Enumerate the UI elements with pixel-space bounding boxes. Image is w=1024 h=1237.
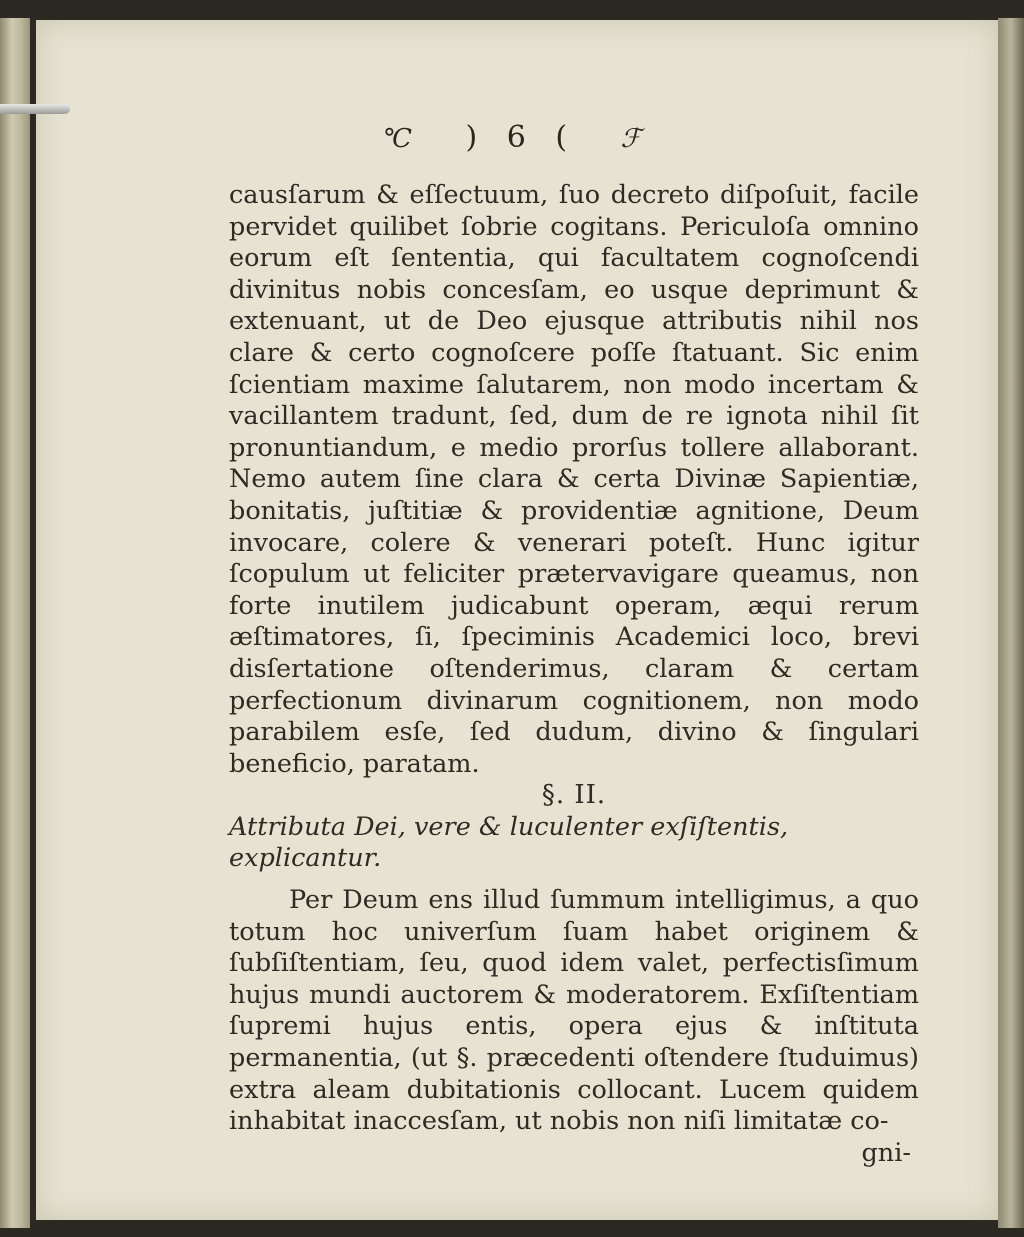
page-number: ) 6 ( bbox=[465, 120, 578, 155]
book-edge-left bbox=[0, 18, 30, 1228]
left-ornament-icon: ℃ bbox=[382, 124, 422, 154]
right-ornament-icon: ℱ bbox=[620, 124, 652, 154]
body-paragraph-1: causſarum & eſſectuum, ſuo decreto diſpoſuit, facile pervidet quilibet ſobrie cogitans. Periculoſa omnino eorum eſt ſententia, qui facultatem cognoſcendi divinitus nobis concesſam, eo usque deprimunt & extenuant, ut de Deo ejusque attributis nihil nos clare & certo cognoſcere poſſe ſtatuant. Sic enim ſcientiam maxime ſalutarem, non modo incertam & vacillantem tradunt, ſed, dum de re ignota nihil ſit pronuntiandum, e medio prorſus tollere allaborant. Nemo autem ſine clara & certa Divinæ Sapientiæ, bonitatis, juſtitiæ & providentiæ agnitione, Deum invocare, colere & venerari poteſt. Hunc igitur ſcopulum ut feliciter prætervavigare queamus, non forte inutilem judicabunt operam, æqui rerum æſtimatores, ſi, ſpeciminis Academici loco, brevi disſertatione oſtenderimus, claram & certam perfectionum divinarum cognitionem, non modo parabilem esſe, ſed dudum, divino & ſingulari beneficio, paratam. bbox=[229, 180, 919, 779]
page-body bbox=[229, 180, 919, 1169]
section-heading: Attributa Dei, vere & luculenter exſiſtentis, explicantur. bbox=[229, 811, 789, 874]
page-clip bbox=[0, 104, 70, 114]
book-page bbox=[36, 20, 998, 1220]
catchword: gni- bbox=[861, 1137, 911, 1168]
running-header bbox=[36, 120, 998, 155]
section-mark: §. II. bbox=[541, 780, 607, 811]
body-paragraph-2: Per Deum ens illud ſummum intelligimus, a quo totum hoc univerſum ſuam habet originem & ſubſiſtentiam, ſeu, quod idem valet, perfectisſimum hujus mundi auctorem & moderatorem. Exſiſtentiam ſupremi hujus entis, opera ejus & inſtituta permanentia, (ut §. præcedenti oſtendere ſtuduimus) extra aleam dubitationis collocant. Lucem quidem inhabitat inaccesſam, ut nobis non niſi limitatæ co- bbox=[229, 885, 919, 1137]
book-edge-right bbox=[998, 18, 1024, 1228]
